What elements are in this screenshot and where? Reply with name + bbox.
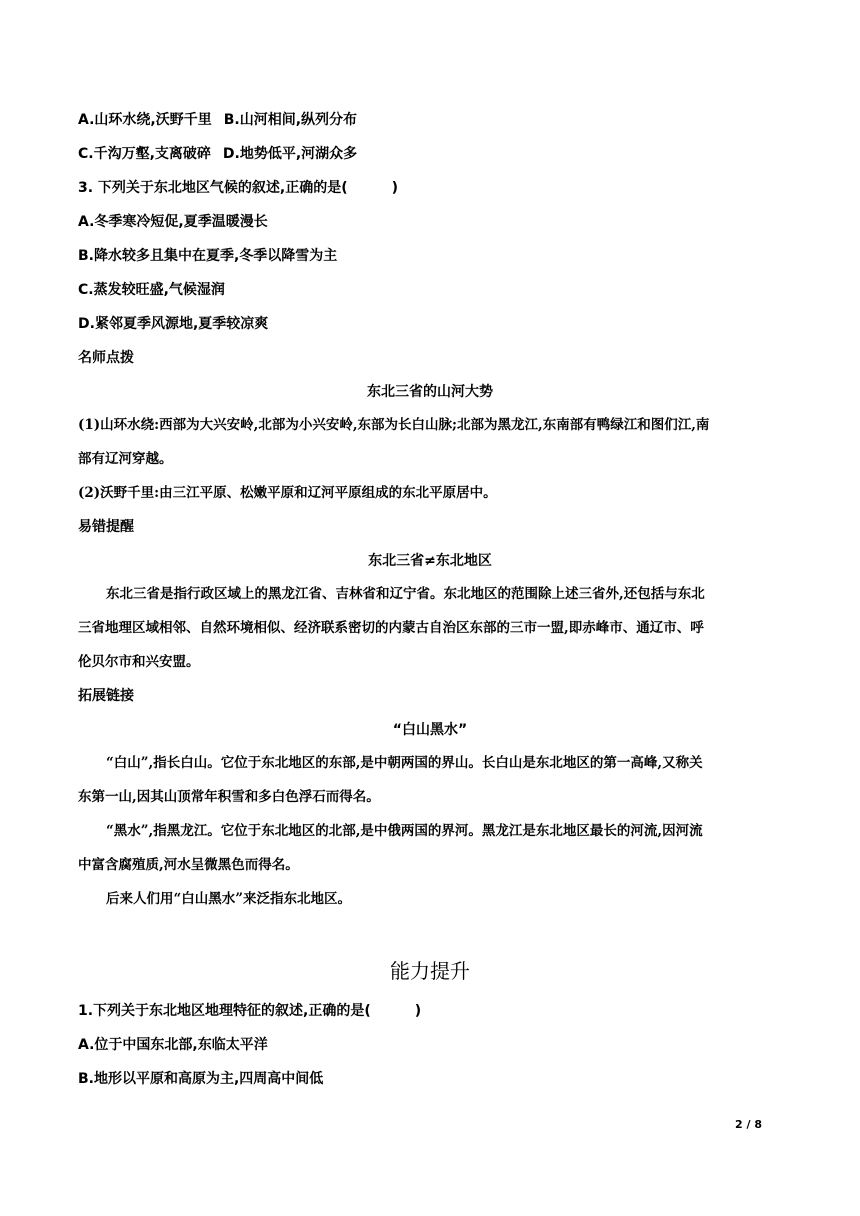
mistake-line-2: 三省地理区域相邻、自然环境相似、经济联系密切的内蒙古自治区东部的三市一盟,即赤峰市、通辽市、呼	[78, 620, 704, 636]
ability-question-1-stem	[78, 1001, 421, 1021]
option-a: A.山环水绕,沃野千里	[78, 112, 212, 128]
question-3-option-a: A.冬季寒冷短促,夏季温暖漫长	[78, 214, 268, 230]
extension-paragraph-1-line-2: 东第一山,因其山顶常年积雪和多白色浮石而得名。	[78, 789, 380, 805]
mistake-line-1: 东北三省是指行政区域上的黑龙江省、吉林省和辽宁省。东北地区的范围除上述三省外,还包括与东北	[106, 586, 705, 602]
option-d: D.地势低平,河湖众多	[222, 146, 358, 162]
extension-paragraph-3: 后来人们用“白山黑水”来泛指东北地区。	[106, 891, 352, 907]
tip-title: 东北三省的山河大势	[367, 384, 493, 400]
mistake-title: 东北三省≠东北地区	[368, 553, 492, 569]
option-row-2	[78, 144, 357, 164]
question-3-stem	[78, 178, 398, 198]
extension-title: “白山黑水”	[392, 722, 468, 738]
question-3-text: 3. 下列关于东北地区气候的叙述,正确的是(	[78, 180, 348, 196]
option-row-1	[78, 110, 357, 130]
tip-paragraph-2: (2)沃野千里:由三江平原、松嫩平原和辽河平原组成的东北平原居中。	[78, 485, 497, 501]
ability-question-1-text: 1.下列关于东北地区地理特征的叙述,正确的是(	[78, 1003, 371, 1019]
page-number: 2 / 8	[735, 1118, 762, 1131]
extension-paragraph-2-line-1: “黑水”,指黑龙江。它位于东北地区的北部,是中俄两国的界河。黑龙江是东北地区最长的河流,因河流	[106, 823, 703, 839]
question-3-option-d: D.紧邻夏季风源地,夏季较凉爽	[78, 316, 269, 332]
tip-paragraph-1-line-2: 部有辽河穿越。	[78, 451, 173, 467]
extension-paragraph-1-line-1: “白山”,指长白山。它位于东北地区的东部,是中朝两国的界山。长白山是东北地区的第一高峰,又称关	[106, 755, 703, 771]
extension-label: 拓展链接	[78, 688, 134, 704]
ability-question-1-close-paren: )	[414, 1003, 422, 1019]
tip-paragraph-1-line-1: (1)山环水绕:西部为大兴安岭,北部为小兴安岭,东部为长白山脉;北部为黑龙江,东南部有鸭绿江和图们江,南	[78, 417, 710, 433]
question-3-option-b: B.降水较多且集中在夏季,冬季以降雪为主	[78, 248, 338, 264]
ability-question-1-option-a: A.位于中国东北部,东临太平洋	[78, 1037, 268, 1053]
tip-label: 名师点拨	[78, 350, 134, 366]
mistake-label: 易错提醒	[78, 519, 134, 535]
option-c: C.千沟万壑,支离破碎	[78, 146, 211, 162]
extension-paragraph-2-line-2: 中富含腐殖质,河水呈微黑色而得名。	[78, 857, 299, 873]
mistake-line-3: 伦贝尔市和兴安盟。	[78, 654, 200, 670]
question-3-option-c: C.蒸发较旺盛,气候湿润	[78, 282, 225, 298]
section-heading: 能力提升	[390, 959, 470, 983]
question-3-close-paren: )	[391, 180, 399, 196]
ability-question-1-option-b: B.地形以平原和高原为主,四周高中间低	[78, 1071, 324, 1087]
option-b: B.山河相间,纵列分布	[223, 112, 358, 128]
